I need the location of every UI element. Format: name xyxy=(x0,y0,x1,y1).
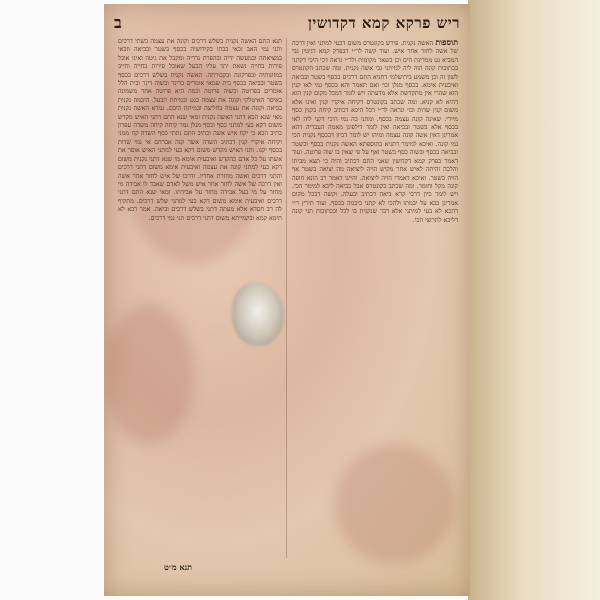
book-edge xyxy=(468,0,600,600)
talmud-page xyxy=(104,4,470,596)
main-text: תנא התם האשה נקנית בשלש דרכים וקונה את עצמה בשתי דרכים ותני נמי האב זכאי בבתו בקידושיה בכסף בשטר ובביאה וזכאי במציאתה ובמעשה ידיה ובהפרת נדריה ומקבל את גיטה ואינו אוכל פירות בחייה נשאת יתר עליו הבעל שאוכל פירות בחייה וחייב במזונותיה ובפרקונה ובקבורתה. האשה נקנית בשלש דרכים בכסף בשטר ובביאה בכסף בית שמאי אומרים בדינר ובשוה דינר ובית הלל אומרים בפרוטה ובשוה פרוטה וכמה היא פרוטה אחד משמונה באיסר האיטלקי וקונה את עצמה בגט ובמיתת הבעל. היבמה נקנית בביאה וקונה את עצמה בחליצה ובמיתת היבם. גמרא האשה נקנית מאי שנא הכא דתני האשה נקנית ומאי שנא התם דתני האיש מקדש משום דקא בעי למתני כסף וכסף מנלן גמר קיחה קיחה משדה עפרון כתיב הכא כי יקח איש אשה וכתיב התם נתתי כסף השדה קח ממני וקיחה איקרי קנין דכתיב השדה אשר קנה אברהם אי נמי שדות בכסף יקנו. ותני האיש מקדש משום דקא בעי למתני האיש אוסר את אשתו על כל אדם כהקדש ואיבעית אימא מי שנא דתני נקנית משום דקא בעי למתני קונה את עצמה ואיבעית אימא משום דתני דרכים והתני דרכים ואשה מחזרת אחריו. ודרכו של איש לחזר אחר אשה ואין דרכה של אשה לחזר אחר איש משל לאדם שאבד לו אבידה מי מחזר על מי בעל אבידה מחזר על אבידתו. ומאי שנא התם דתני דרכים ואיבעית אימא משום דקא בעי למתני שלש דרכים. מתקיף לה רב חסדא אלא מעתה דתני בשלש דרכים וביאה. אמר רבא לא תימא קמא ובקמייתא משום דתני דרכים תני נמי דרכים. xyxy=(118,38,282,222)
column-divider xyxy=(286,38,287,558)
folio-number: ב xyxy=(114,13,122,32)
tosafot-label: תוספות xyxy=(435,38,458,47)
paper-damage xyxy=(232,282,284,346)
catchwords: תנא מ״ט xyxy=(164,562,193,572)
tosafot-column xyxy=(292,38,458,568)
page-header xyxy=(114,12,460,34)
tosafot-text: האשה נקנית. פירש בקונטרס משום דבעי למתני ואין דרכה של אשה לחזר אחר איש. ועוד קשה לר״י דבפרק קמא דגיטין גבי המביא גט ממדינת הים וכן בשאר מקומות ולר״י נראה דכי היכי דקתני בכתובות קונה הוה ליה למיתני גבי אשה נקנית. ומה שכתב הקונטרס לשון זה וכן משמע בירושלמי דתניא התם דרכים בכסף בשטר ובביאה ואיבעית אימא. בכסף מנלן וכו׳ ואם תאמר והא בכסף נמי לאו קנין הוא שהרי אין מתקדשת אלא מדעתה ויש לומר דמכל מקום קנין הוא דהיא לא קניא. ומה שכתב בקונטרס דקיחה איקרי קנין ואינו אלא משום קנין שדות וכו׳ ונראה לר״י דכל היכא דכתיב קיחה בקנין כסף מיירי. שאינה קונה עצמה בכסף. ומתני בה נמי היכי דקני ליה לאו בכסף אלא בשטר ובביאה ואין לומר דילפינן מאמה העבריה דהא אמרינן דאין אשה קונה עצמה ומיהו יש לומר דכיון דבכסף נקנית הכי נמי קונה. ואיכא למימר דתניא בתוספתא האשה נקנית בכסף ובשטר ובביאה בכסף ובשוה כסף בשטר ואף על פי שאין בו שוה פרוטה. ועוד דאמר בפרק קמא דקדושין שאני התם דכתיב והיה כי תצא מביתו והלכה והיתה לאיש אחר מקיש הויה ליציאה מה יציאה בשטר אף הויה בשטר. ואיכא דאמרי הויה ליציאה. והיינו דאמר רב הונא חופה קונה מקל וחומר. ומה שכתב בקונטרס אבל בביאה ליכא למימר הכי. ויש לומר כיון דרבי קרא ביאה דכתיב ובעלה. וקשה דבכל מקום אמרינן בבא על יבמתו ולהכי לא קתני ביבמה בכסף. ועוד תירץ ר״י דהכא לא בעי למיתני אלא דבר שנקנית בו לכל ובכתובות תני קונה דליכא לתרוצי הכי. xyxy=(292,40,458,224)
running-head: ריש פרקא קמא דקדושין xyxy=(308,13,460,32)
